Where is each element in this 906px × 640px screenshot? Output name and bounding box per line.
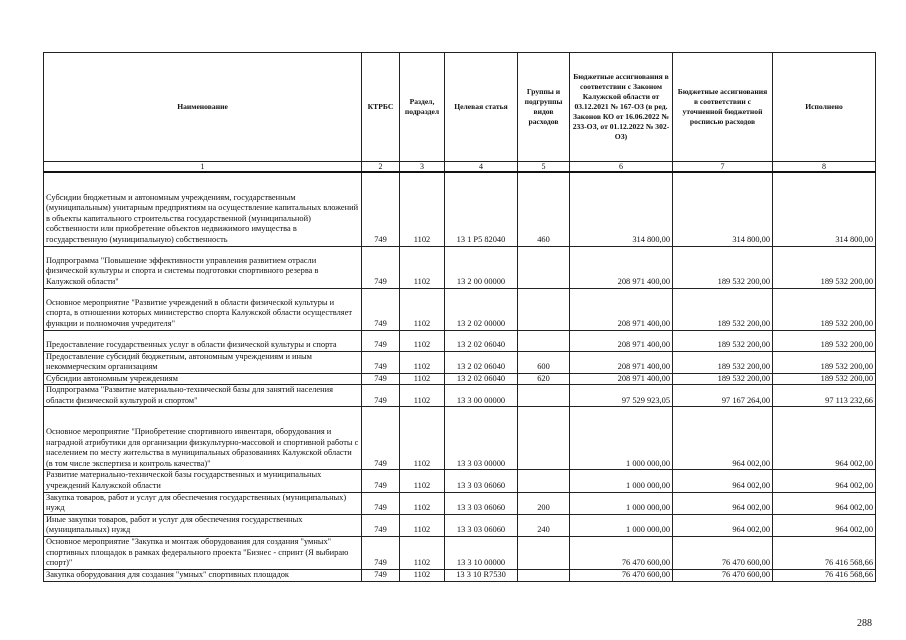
table-cell-refined-allocation: 964 002,00 <box>673 407 773 470</box>
table-cell-section: 1102 <box>400 514 445 536</box>
table-cell-executed: 314 800,00 <box>773 172 876 246</box>
table-cell-executed: 189 532 200,00 <box>773 373 876 385</box>
table-body <box>44 172 876 581</box>
table-cell-section: 1102 <box>400 351 445 373</box>
table-cell-section: 1102 <box>400 288 445 330</box>
table-row <box>44 373 876 385</box>
table-row <box>44 385 876 407</box>
table-cell-law-allocation: 76 470 600,00 <box>570 570 673 582</box>
table-row <box>44 246 876 288</box>
table-row <box>44 470 876 492</box>
header-refined-allocations: Бюджетные ассигнования в соответствии с уточненной бюджетной росписью расходов <box>673 53 773 162</box>
table-cell-ktrbs: 749 <box>362 246 400 288</box>
table-cell-name: Подпрограмма "Развитие материально-технической базы для занятий населения области физической культурой и спортом" <box>44 385 362 407</box>
table-cell-section: 1102 <box>400 373 445 385</box>
table-cell-ktrbs: 749 <box>362 385 400 407</box>
table-cell-name: Предоставление государственных услуг в области физической культуры и спорта <box>44 330 362 351</box>
table-cell-name: Иные закупки товаров, работ и услуг для обеспечения государственных (муниципальных) нужд <box>44 514 362 536</box>
table-cell-law-allocation: 208 971 400,00 <box>570 288 673 330</box>
table-cell-target: 13 2 02 06040 <box>445 351 518 373</box>
table-cell-section: 1102 <box>400 246 445 288</box>
table-cell-refined-allocation: 189 532 200,00 <box>673 330 773 351</box>
table-cell-ktrbs: 749 <box>362 470 400 492</box>
table-cell-name: Развитие материально-технической базы государственных и муниципальных учреждений Калужской области <box>44 470 362 492</box>
table-cell-group <box>518 537 570 570</box>
table-cell-refined-allocation: 76 470 600,00 <box>673 537 773 570</box>
table-cell-name: Подпрограмма "Повышение эффективности управления развитием отрасли физической культуры и спорта и системы подготовки спортивного резерва в Калужской области" <box>44 246 362 288</box>
table-cell-refined-allocation: 189 532 200,00 <box>673 246 773 288</box>
table-cell-law-allocation: 1 000 000,00 <box>570 470 673 492</box>
table-cell-name: Закупка товаров, работ и услуг для обеспечения государственных (муниципальных) нужд <box>44 492 362 514</box>
table-cell-ktrbs: 749 <box>362 288 400 330</box>
table-row <box>44 351 876 373</box>
table-cell-law-allocation: 208 971 400,00 <box>570 373 673 385</box>
table-cell-group <box>518 288 570 330</box>
table-cell-law-allocation: 97 529 923,05 <box>570 385 673 407</box>
table-cell-executed: 97 113 232,66 <box>773 385 876 407</box>
table-row <box>44 172 876 246</box>
table-cell-target: 13 2 00 00000 <box>445 246 518 288</box>
table-cell-refined-allocation: 189 532 200,00 <box>673 288 773 330</box>
table-cell-name: Основное мероприятие "Развитие учреждений в области физической культуры и спорта, в отношении которых министерство спорта Калужской области осуществляет функции и полномочия учредителя" <box>44 288 362 330</box>
table-cell-executed: 189 532 200,00 <box>773 330 876 351</box>
table-cell-ktrbs: 749 <box>362 373 400 385</box>
table-cell-refined-allocation: 964 002,00 <box>673 470 773 492</box>
table-cell-target: 13 3 10 00000 <box>445 537 518 570</box>
table-cell-target: 13 3 03 00000 <box>445 407 518 470</box>
column-number: 2 <box>362 162 400 173</box>
table-cell-ktrbs: 749 <box>362 492 400 514</box>
column-number: 4 <box>445 162 518 173</box>
table-cell-group <box>518 570 570 582</box>
column-number: 6 <box>570 162 673 173</box>
table-cell-group <box>518 330 570 351</box>
table-row <box>44 514 876 536</box>
header-target: Целевая статья <box>445 53 518 162</box>
table-cell-executed: 189 532 200,00 <box>773 288 876 330</box>
column-number-row <box>44 162 876 173</box>
table-cell-executed: 76 416 568,66 <box>773 537 876 570</box>
table-cell-executed: 76 416 568,66 <box>773 570 876 582</box>
table-cell-executed: 964 002,00 <box>773 470 876 492</box>
table-cell-refined-allocation: 76 470 600,00 <box>673 570 773 582</box>
table-cell-refined-allocation: 189 532 200,00 <box>673 373 773 385</box>
table-cell-target: 13 2 02 06040 <box>445 330 518 351</box>
table-cell-name: Субсидии автономным учреждениям <box>44 373 362 385</box>
table-cell-ktrbs: 749 <box>362 514 400 536</box>
table-cell-group: 620 <box>518 373 570 385</box>
table-cell-target: 13 3 03 06060 <box>445 470 518 492</box>
table-cell-target: 13 2 02 00000 <box>445 288 518 330</box>
table-cell-law-allocation: 76 470 600,00 <box>570 537 673 570</box>
header-groups: Группы и подгруппы видов расходов <box>518 53 570 162</box>
budget-execution-sheet <box>43 52 875 582</box>
table-row <box>44 492 876 514</box>
table-cell-group <box>518 470 570 492</box>
table-cell-name: Основное мероприятие "Закупка и монтаж оборудования для создания "умных" спортивных площадок в рамках федерального проекта "Бизнес - спринт (Я выбираю спорт)" <box>44 537 362 570</box>
table-cell-section: 1102 <box>400 470 445 492</box>
budget-table <box>43 52 876 582</box>
table-cell-executed: 964 002,00 <box>773 514 876 536</box>
table-cell-ktrbs: 749 <box>362 537 400 570</box>
header-executed: Исполнено <box>773 53 876 162</box>
table-cell-law-allocation: 1 000 000,00 <box>570 492 673 514</box>
table-row <box>44 570 876 582</box>
table-cell-target: 13 3 10 R7530 <box>445 570 518 582</box>
table-cell-section: 1102 <box>400 492 445 514</box>
table-cell-section: 1102 <box>400 570 445 582</box>
table-cell-law-allocation: 208 971 400,00 <box>570 246 673 288</box>
table-cell-group <box>518 407 570 470</box>
table-cell-target: 13 1 P5 82040 <box>445 172 518 246</box>
table-cell-group: 200 <box>518 492 570 514</box>
table-row <box>44 407 876 470</box>
table-cell-refined-allocation: 189 532 200,00 <box>673 351 773 373</box>
column-number: 5 <box>518 162 570 173</box>
table-row <box>44 288 876 330</box>
page-number: 288 <box>857 618 872 629</box>
table-cell-refined-allocation: 964 002,00 <box>673 514 773 536</box>
table-cell-law-allocation: 1 000 000,00 <box>570 514 673 536</box>
table-cell-group: 460 <box>518 172 570 246</box>
table-cell-target: 13 3 00 00000 <box>445 385 518 407</box>
table-cell-name: Предоставление субсидий бюджетным, автономным учреждениям и иным некоммерческим организациям <box>44 351 362 373</box>
table-cell-executed: 964 002,00 <box>773 492 876 514</box>
table-cell-section: 1102 <box>400 407 445 470</box>
table-cell-ktrbs: 749 <box>362 351 400 373</box>
column-number: 7 <box>673 162 773 173</box>
table-cell-name: Закупка оборудования для создания "умных" спортивных площадок <box>44 570 362 582</box>
table-row <box>44 537 876 570</box>
column-number: 1 <box>44 162 362 173</box>
table-cell-ktrbs: 749 <box>362 407 400 470</box>
table-cell-group <box>518 246 570 288</box>
table-cell-refined-allocation: 314 800,00 <box>673 172 773 246</box>
table-cell-section: 1102 <box>400 537 445 570</box>
table-row <box>44 330 876 351</box>
header-ktrbs: КТРБС <box>362 53 400 162</box>
table-cell-group <box>518 385 570 407</box>
table-cell-refined-allocation: 97 167 264,00 <box>673 385 773 407</box>
column-number: 8 <box>773 162 876 173</box>
table-cell-name: Субсидии бюджетным и автономным учреждениям, государственным (муниципальным) унитарным предприятиям на осуществление капитальных вложений в объекты капитального строительства государственной (муниципальной) собственности или приобретение объектов недвижимого имущества в государственную (муниципальную) собственность <box>44 172 362 246</box>
table-cell-target: 13 2 02 06040 <box>445 373 518 385</box>
header-section: Раздел, подраздел <box>400 53 445 162</box>
table-cell-target: 13 3 03 06060 <box>445 492 518 514</box>
table-cell-law-allocation: 1 000 000,00 <box>570 407 673 470</box>
table-cell-target: 13 3 03 06060 <box>445 514 518 536</box>
table-cell-executed: 964 002,00 <box>773 407 876 470</box>
table-cell-group: 600 <box>518 351 570 373</box>
table-cell-ktrbs: 749 <box>362 172 400 246</box>
table-cell-section: 1102 <box>400 385 445 407</box>
table-cell-ktrbs: 749 <box>362 330 400 351</box>
table-cell-name: Основное мероприятие "Приобретение спортивного инвентаря, оборудования и наградной атрибутики для организации физкультурно-массовой и спортивной работы с населением по месту жительства в муниципальных образованиях Калужской области (в том числе экспертиза и контроль качества)" <box>44 407 362 470</box>
table-cell-refined-allocation: 964 002,00 <box>673 492 773 514</box>
table-cell-ktrbs: 749 <box>362 570 400 582</box>
table-cell-law-allocation: 314 800,00 <box>570 172 673 246</box>
table-cell-executed: 189 532 200,00 <box>773 351 876 373</box>
table-cell-group: 240 <box>518 514 570 536</box>
table-cell-law-allocation: 208 971 400,00 <box>570 351 673 373</box>
header-row <box>44 53 876 162</box>
header-name: Наименование <box>44 53 362 162</box>
table-cell-section: 1102 <box>400 330 445 351</box>
column-number: 3 <box>400 162 445 173</box>
table-cell-section: 1102 <box>400 172 445 246</box>
table-cell-law-allocation: 208 971 400,00 <box>570 330 673 351</box>
header-law-allocations: Бюджетные ассигнования в соответствии с Законом Калужской области от 03.12.2021 № 167-ОЗ (в ред. Законов КО от 16.06.2022 № 233-ОЗ, от 01.12.2022 № 302-ОЗ) <box>570 53 673 162</box>
table-cell-executed: 189 532 200,00 <box>773 246 876 288</box>
